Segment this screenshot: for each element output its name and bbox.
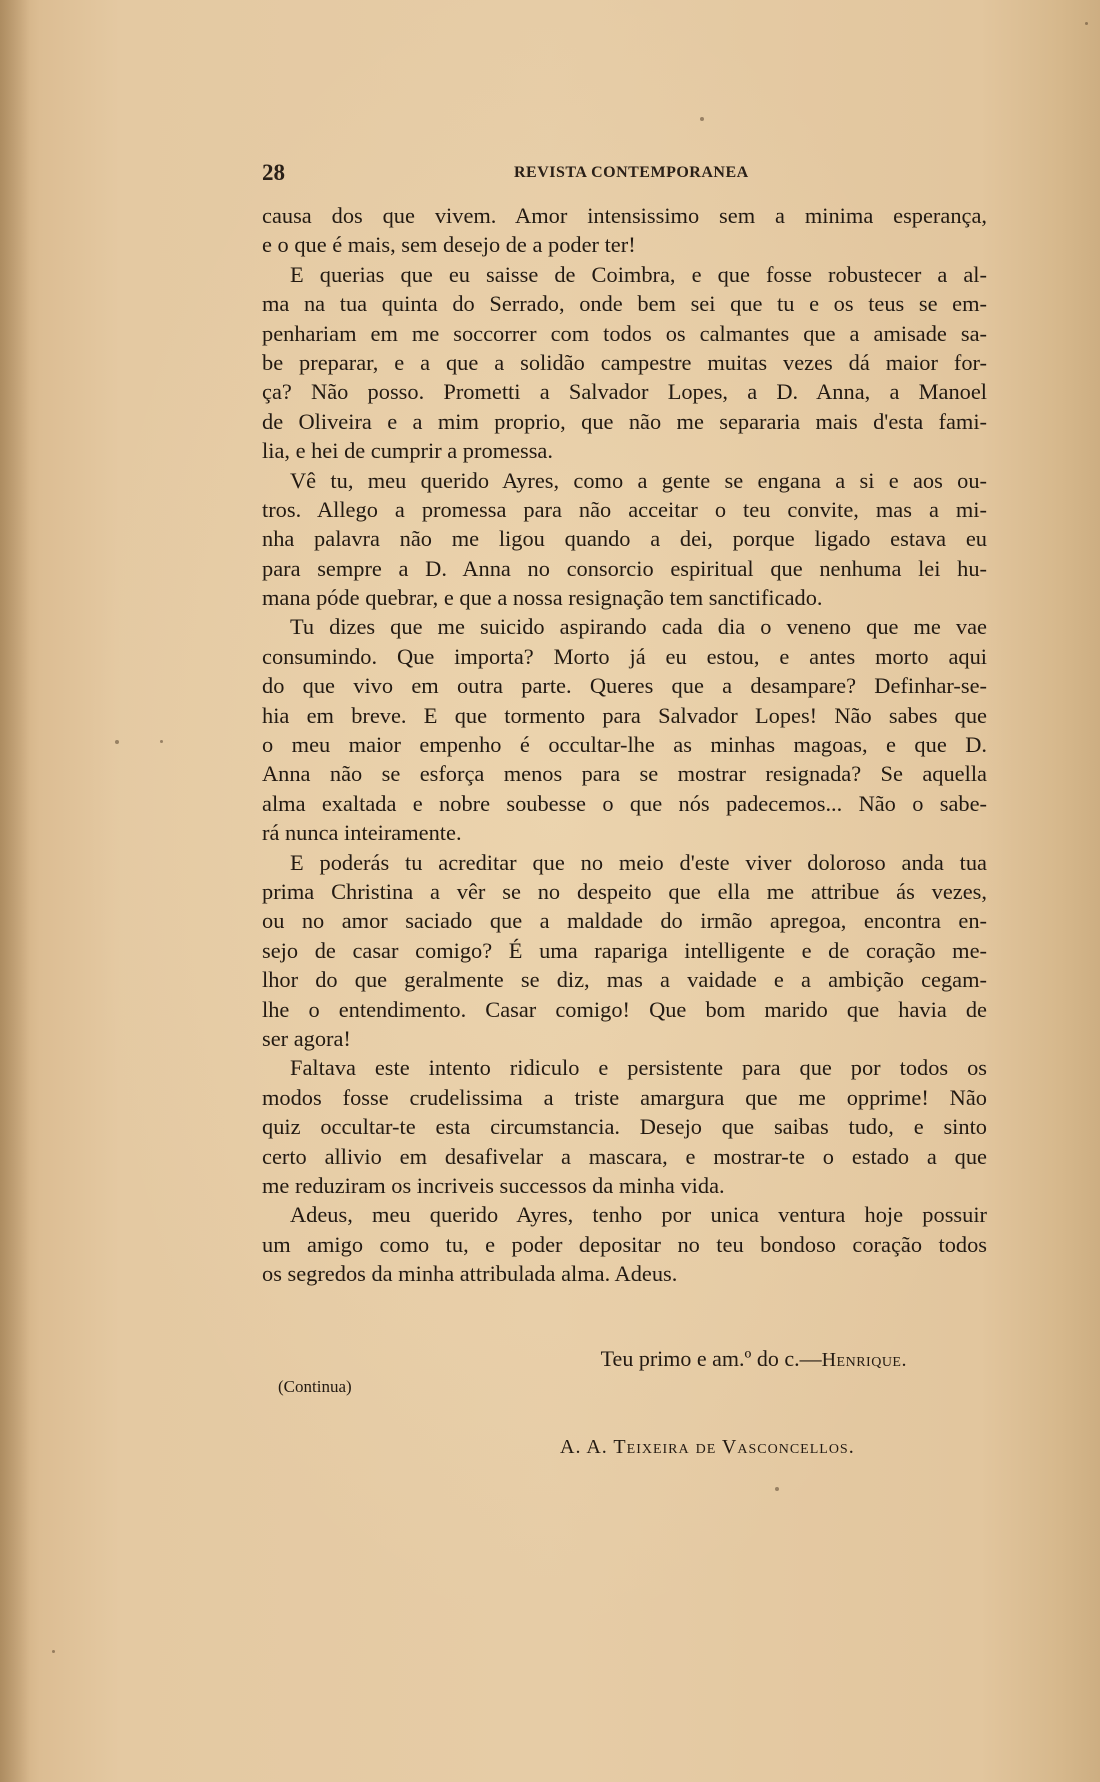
paper-speck bbox=[115, 740, 119, 744]
text-line: Adeus, meu querido Ayres, tenho por unica ventura hoje possuir bbox=[290, 1202, 987, 1228]
text-line: E querias que eu saisse de Coimbra, e que fosse robustecer a al- bbox=[290, 261, 987, 287]
text-line: Vê tu, meu querido Ayres, como a gente se engana a si e aos ou- bbox=[290, 467, 987, 493]
letter-body bbox=[262, 201, 987, 1288]
text-line: os segredos da minha attribulada alma. Adeus. bbox=[262, 1261, 678, 1287]
author-name: A. A. Teixeira de Vasconcellos. bbox=[560, 1436, 855, 1458]
signoff-salutation: Teu primo e am.º do c.— bbox=[600, 1346, 822, 1371]
text-line: ou no amor saciado que a maldade do irmão apregoa, encontra en- bbox=[262, 908, 987, 934]
signoff-line bbox=[601, 1346, 907, 1372]
text-line: Tu dizes que me suicido aspirando cada dia o veneno que me vae bbox=[290, 614, 987, 640]
text-line: me reduziram os incriveis successos da minha vida. bbox=[262, 1172, 725, 1198]
text-line: ma na tua quinta do Serrado, onde bem sei que tu e os teus se em- bbox=[262, 291, 987, 317]
text-line: quiz occultar-te esta circumstancia. Desejo que saibas tudo, e sinto bbox=[262, 1114, 987, 1140]
text-line: causa dos que vivem. Amor intensissimo sem a minima esperança, bbox=[262, 203, 987, 228]
paper-speck bbox=[775, 1487, 779, 1491]
text-line: lhor do que geralmente se diz, mas a vaidade e a ambição cegam- bbox=[262, 967, 987, 993]
text-line: e o que é mais, sem desejo de a poder ter! bbox=[262, 232, 636, 258]
text-line: Faltava este intento ridiculo e persistente para que por todos os bbox=[290, 1055, 987, 1081]
text-line: consumindo. Que importa? Morto já eu estou, e antes morto aqui bbox=[262, 643, 987, 669]
text-line: modos fosse crudelissima a triste amargura que me opprime! Não bbox=[262, 1084, 987, 1110]
text-line: prima Christina a vêr se no despeito que ella me attribue ás vezes, bbox=[262, 878, 987, 904]
journal-title: REVISTA CONTEMPORANEA bbox=[514, 164, 749, 181]
text-line: alma exaltada e nobre soubesse o que nós padecemos... Não o sabe- bbox=[262, 790, 987, 816]
signoff bbox=[262, 1346, 987, 1376]
text-line: E poderás tu acreditar que no meio d'este viver doloroso anda tua bbox=[290, 849, 987, 875]
text-line: Anna não se esforça menos para se mostrar resignada? Se aquella bbox=[262, 761, 987, 787]
text-line: para sempre a D. Anna no consorcio espiritual que nenhuma lei hu- bbox=[262, 555, 987, 581]
paper-speck bbox=[160, 740, 163, 743]
paper-speck bbox=[1085, 22, 1088, 25]
text-line: sejo de casar comigo? É uma rapariga intelligente e de coração me- bbox=[262, 937, 987, 963]
text-line: de Oliveira e a mim proprio, que não me separaria mais d'esta fami- bbox=[262, 408, 987, 434]
text-line: rá nunca inteiramente. bbox=[262, 820, 462, 846]
text-line: um amigo como tu, e poder depositar no teu bondoso coração todos bbox=[262, 1231, 987, 1257]
paper-speck bbox=[700, 117, 704, 121]
signoff-name: Henrique. bbox=[821, 1349, 907, 1371]
spine-shadow bbox=[0, 0, 30, 1782]
text-line: penhariam em me soccorrer com todos os calmantes que a amisade sa- bbox=[262, 320, 987, 346]
text-line: tros. Allego a promessa para não acceitar o teu convite, mas a mi- bbox=[262, 496, 987, 522]
text-line: hia em breve. E que tormento para Salvador Lopes! Não sabes que bbox=[262, 702, 987, 728]
text-line: be preparar, e a que a solidão campestre muitas vezes dá maior for- bbox=[262, 349, 987, 375]
page-number: 28 bbox=[262, 160, 285, 185]
continued-note: (Continua) bbox=[278, 1377, 352, 1396]
running-head bbox=[262, 160, 762, 190]
text-line: ça? Não posso. Prometti a Salvador Lopes, a D. Anna, a Manoel bbox=[262, 379, 987, 405]
text-line: do que vivo em outra parte. Queres que a desampare? Definhar-se- bbox=[262, 673, 987, 699]
text-line: lhe o entendimento. Casar comigo! Que bom marido que havia de bbox=[262, 996, 987, 1022]
text-line: certo allivio em desafivelar a mascara, e mostrar-te o estado a que bbox=[262, 1143, 987, 1169]
text-line: lia, e hei de cumprir a promessa. bbox=[262, 438, 553, 464]
paper-speck bbox=[52, 1650, 55, 1653]
text-line: mana póde quebrar, e que a nossa resignação tem sanctificado. bbox=[262, 585, 823, 611]
text-line: nha palavra não me ligou quando a dei, porque ligado estava eu bbox=[262, 526, 987, 552]
text-line: ser agora! bbox=[262, 1025, 351, 1051]
text-line: o meu maior empenho é occultar-lhe as minhas magoas, e que D. bbox=[262, 732, 987, 758]
